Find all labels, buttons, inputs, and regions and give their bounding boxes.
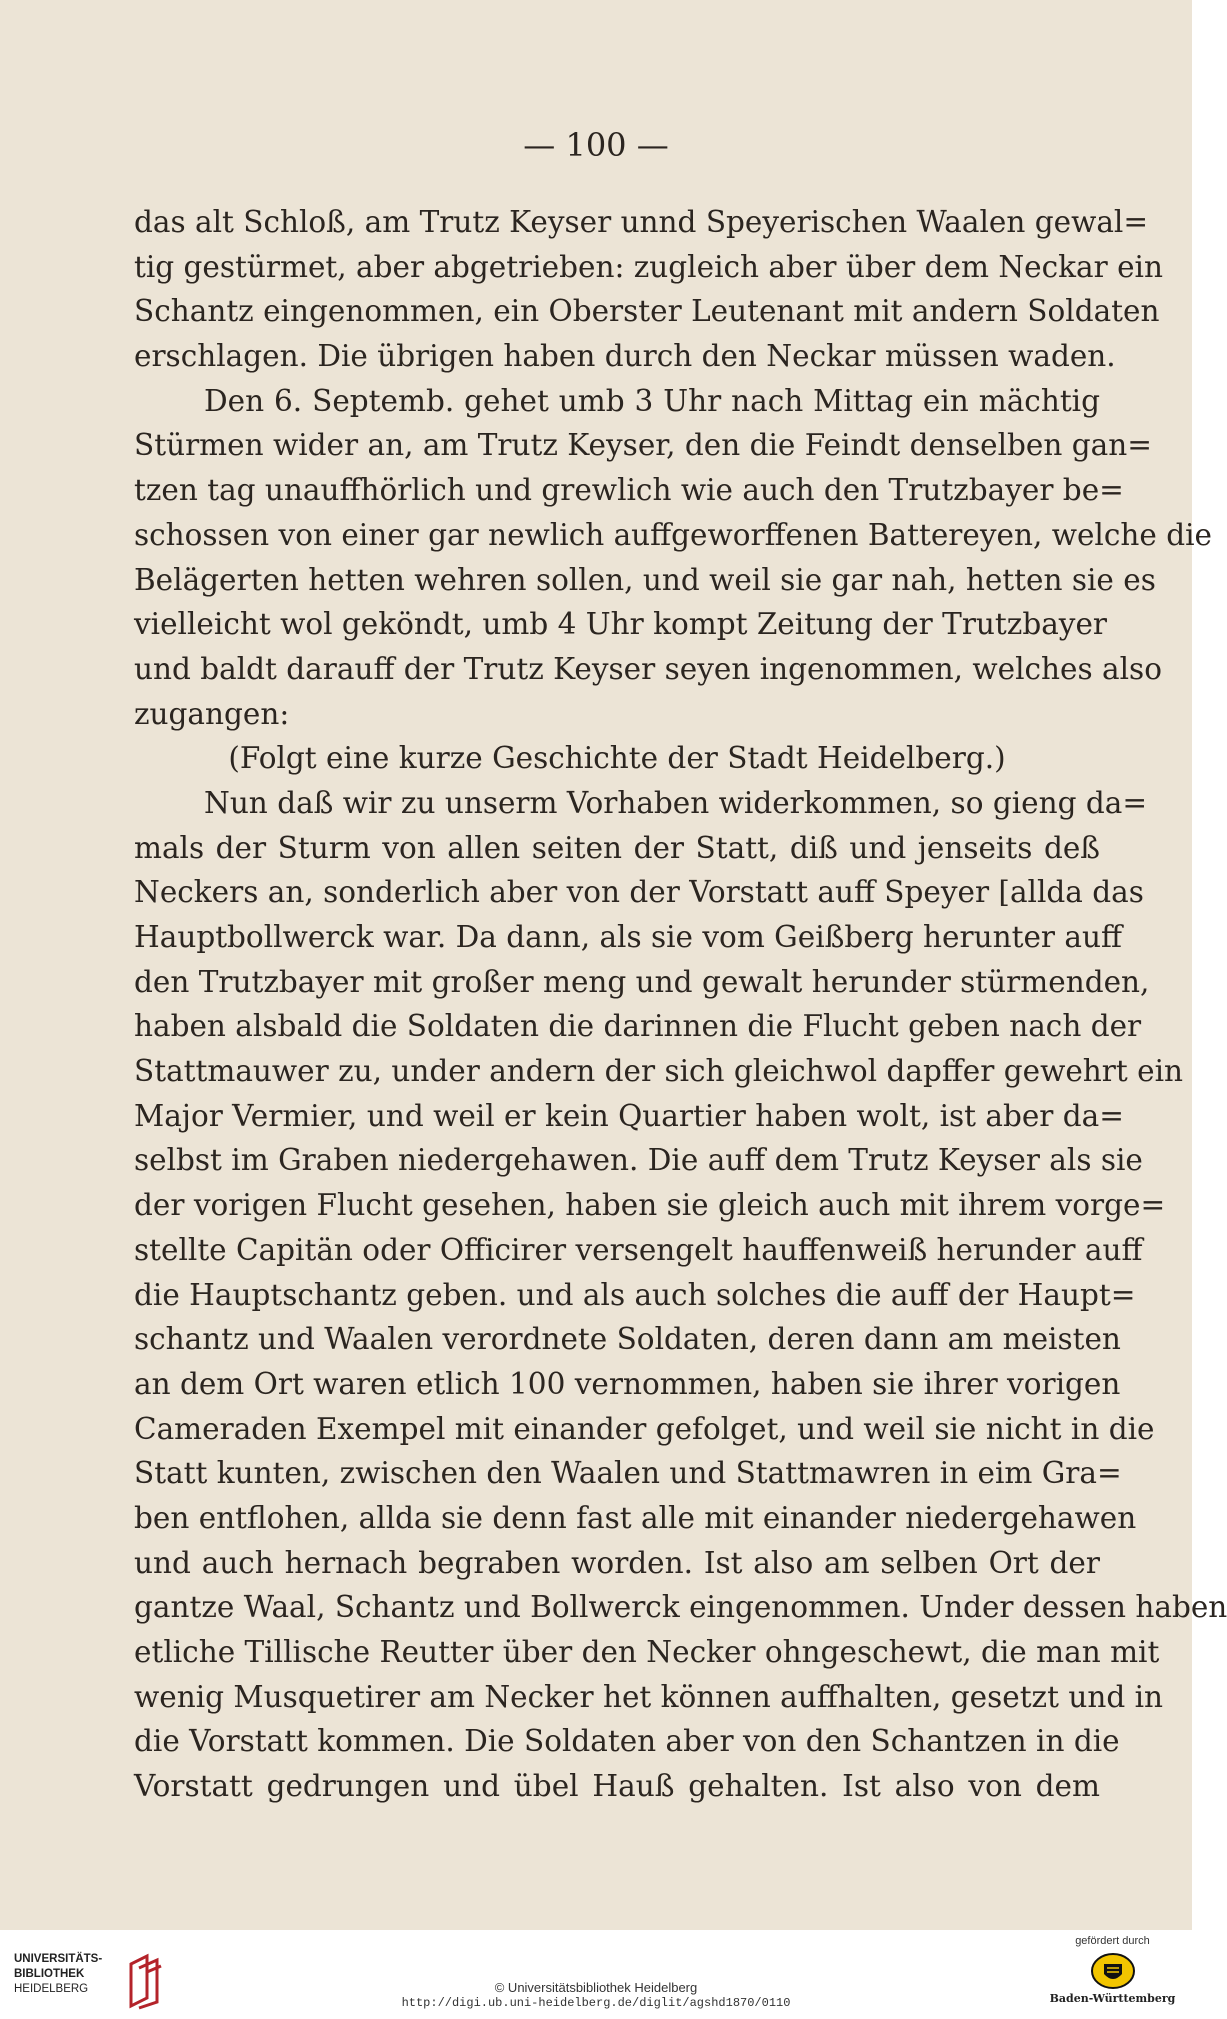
text-line: Stattmauwer zu, under andern der sich gleichwol dapffer gewehrt ein: [134, 1054, 1184, 1089]
text-line: Den 6. Septemb. gehet umb 3 Uhr nach Mittag ein mächtig: [204, 383, 1100, 418]
text-line: mals der Sturm von allen seiten der Statt, diß und jenseits deß: [134, 830, 1100, 865]
text-line: Major Vermier, und weil er kein Quartier haben wolt, ist aber da=: [134, 1098, 1124, 1133]
text-line: Stürmen wider an, am Trutz Keyser, den die Feindt denselben gan=: [134, 428, 1152, 463]
text-line: selbst im Graben niedergehawen. Die auff dem Trutz Keyser als sie: [134, 1143, 1143, 1178]
text-line: die Hauptschantz geben. und als auch solches die auff der Haupt=: [134, 1277, 1136, 1312]
text-line: das alt Schloß, am Trutz Keyser unnd Speyerischen Waalen gewal=: [134, 205, 1149, 239]
text-line: und auch hernach begraben worden. Ist also am selben Ort der: [134, 1545, 1100, 1580]
text-line: Nun daß wir zu unserm Vorhaben widerkommen, so gieng da=: [204, 785, 1148, 820]
text-line: gantze Waal, Schantz und Bollwerck eingenommen. Under dessen haben: [134, 1590, 1227, 1625]
library-name-line2: BIBLIOTHEK: [14, 1968, 85, 1980]
text-line: zugangen:: [134, 696, 290, 731]
text-line: der vorigen Flucht gesehen, haben sie gleich auch mit ihrem vorge=: [134, 1188, 1166, 1223]
footer: [0, 1930, 1192, 2019]
text-line: erschlagen. Die übrigen haben durch den Neckar müssen waden.: [134, 339, 1116, 374]
text-line: die Vorstatt kommen. Die Soldaten aber von den Schantzen in die: [134, 1724, 1120, 1759]
text-line: (Folgt eine kurze Geschichte der Stadt Heidelberg.): [228, 741, 1006, 776]
text-line: wenig Musquetirer am Necker het können auffhalten, gesetzt und in: [134, 1679, 1164, 1714]
text-line: tig gestürmet, aber abgetrieben: zugleich aber über dem Neckar ein: [134, 249, 1163, 284]
text-line: Cameraden Exempel mit einander gefolget, und weil sie nicht in die: [134, 1411, 1155, 1446]
sponsor-logo[interactable]: [1040, 1934, 1185, 2018]
text-line: ben entflohen, allda sie denn fast alle mit einander niedergehawen: [134, 1500, 1137, 1535]
sponsor-label: gefördert durch: [1075, 1935, 1150, 1947]
text-line: Vorstatt gedrungen und übel Hauß gehalten. Ist also von dem: [134, 1769, 1100, 1804]
text-line: schossen von einer gar newlich auffgeworffenen Battereyen, welche die: [134, 517, 1212, 552]
text-line: Statt kunten, zwischen den Waalen und Stattmawren in eim Gra=: [134, 1456, 1122, 1491]
text-line: haben alsbald die Soldaten die darinnen die Flucht geben nach der: [134, 1009, 1142, 1044]
text-line: an dem Ort waren etlich 100 vernommen, haben sie ihrer vorigen: [134, 1366, 1121, 1401]
text-line: Schantz eingenommen, ein Oberster Leutenant mit andern Soldaten: [134, 294, 1160, 329]
text-line: Belägerten hetten wehren sollen, und weil sie gar nah, hetten sie es: [134, 562, 1156, 597]
text-line: etliche Tillische Reutter über den Necker ohngeschewt, die man mit: [134, 1635, 1160, 1669]
text-line: vielleicht wol geköndt, umb 4 Uhr kompt Zeitung der Trutzbayer: [134, 607, 1108, 642]
text-line: Hauptbollwerck war. Da dann, als sie vom Geißberg herunter auff: [134, 920, 1122, 954]
text-line: den Trutzbayer mit großer meng und gewalt herunder stürmenden,: [134, 964, 1150, 999]
page-number: — 100 —: [523, 126, 669, 164]
text-line: schantz und Waalen verordnete Soldaten, deren dann am meisten: [134, 1322, 1121, 1357]
permalink-url[interactable]: http://digi.ub.uni-heidelberg.de/diglit/agshd1870/0110: [401, 1996, 791, 2010]
copyright-notice: © Universitätsbibliothek Heidelberg: [494, 1980, 698, 1995]
state-coat-of-arms-icon: [1090, 1952, 1136, 1990]
body-text: [134, 200, 1227, 1809]
text-line: tzen tag unauffhörlich und grewlich wie auch den Trutzbayer be=: [134, 473, 1124, 508]
text-line: stellte Capitän oder Officirer versengelt hauffenweiß herunder auff: [134, 1232, 1143, 1267]
text-line: und baldt darauff der Trutz Keyser seyen ingenommen, welches also: [134, 651, 1162, 686]
sponsor-name: Baden-Württemberg: [1049, 1992, 1176, 2005]
library-name-line3: HEIDELBERG: [14, 1983, 89, 1995]
library-name-line1: UNIVERSITÄTS-: [14, 1953, 103, 1965]
text-line: Neckers an, sonderlich aber von der Vorstatt auff Speyer [allda das: [134, 875, 1144, 910]
